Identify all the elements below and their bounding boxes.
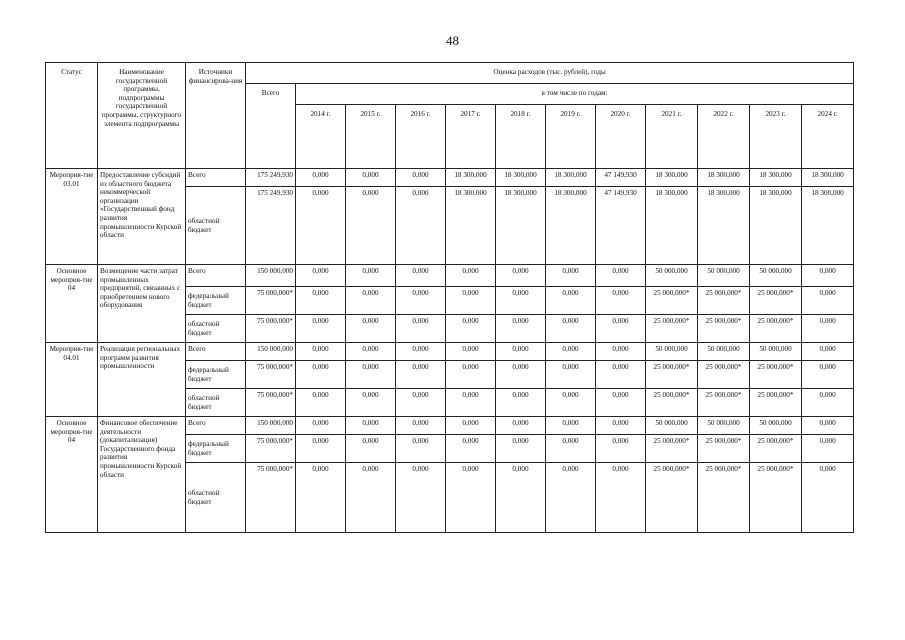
year-value-cell: 0,000: [446, 343, 496, 361]
header-year: 2014 г.: [296, 105, 346, 169]
page-number: 48: [446, 33, 459, 48]
year-value-cell: 0,000: [546, 463, 596, 533]
year-value-cell: 0,000: [396, 169, 446, 187]
status-cell: Мероприя-тие 04.01: [46, 343, 98, 417]
year-value-cell: 0,000: [446, 463, 496, 533]
year-value-cell: 0,000: [296, 389, 346, 417]
year-value-cell: 0,000: [802, 343, 854, 361]
header-sources: Источники финансирова-ния: [186, 63, 246, 169]
year-value-cell: 18 300,000: [698, 187, 750, 265]
year-value-cell: 0,000: [446, 265, 496, 287]
year-value-cell: 50 000,000: [646, 417, 698, 435]
source-cell: федеральный бюджет: [186, 287, 246, 315]
year-value-cell: 25 000,000*: [750, 435, 802, 463]
total-cell: 75 000,000*: [246, 361, 296, 389]
header-year: 2023 г.: [750, 105, 802, 169]
year-value-cell: 0,000: [296, 435, 346, 463]
header-year: 2019 г.: [546, 105, 596, 169]
header-total: Всего: [246, 84, 296, 169]
year-value-cell: 0,000: [346, 417, 396, 435]
year-value-cell: 0,000: [446, 417, 496, 435]
year-value-cell: 0,000: [596, 389, 646, 417]
year-value-cell: 25 000,000*: [698, 315, 750, 343]
year-value-cell: 18 300,000: [802, 187, 854, 265]
year-value-cell: 25 000,000*: [646, 389, 698, 417]
year-value-cell: 0,000: [396, 389, 446, 417]
total-cell: 175 249,930: [246, 169, 296, 187]
year-value-cell: 25 000,000*: [646, 361, 698, 389]
year-value-cell: 25 000,000*: [698, 435, 750, 463]
year-value-cell: 0,000: [396, 265, 446, 287]
source-cell: Всего: [186, 343, 246, 361]
year-value-cell: 0,000: [496, 265, 546, 287]
year-value-cell: 50 000,000: [646, 343, 698, 361]
header-year: 2020 г.: [596, 105, 646, 169]
name-cell: Финансовое обеспечение деятельности (докапитализация) Государственного фонда развития промышленности Курской области: [98, 417, 186, 533]
total-cell: 75 000,000*: [246, 435, 296, 463]
year-value-cell: 50 000,000: [646, 265, 698, 287]
year-value-cell: 0,000: [396, 435, 446, 463]
year-value-cell: 18 300,000: [496, 187, 546, 265]
header-estimate: Оценка расходов (тыс. рублей), годы: [246, 63, 854, 84]
header-year: 2021 г.: [646, 105, 698, 169]
year-value-cell: 0,000: [296, 315, 346, 343]
year-value-cell: 0,000: [596, 435, 646, 463]
year-value-cell: 50 000,000: [750, 343, 802, 361]
source-cell: областной бюджет: [186, 315, 246, 343]
name-cell: Реализация региональных программ развития промышленности: [98, 343, 186, 417]
year-value-cell: 0,000: [346, 343, 396, 361]
source-cell: областной бюджет: [186, 187, 246, 265]
year-value-cell: 0,000: [802, 417, 854, 435]
year-value-cell: 18 300,000: [546, 187, 596, 265]
year-value-cell: 0,000: [596, 463, 646, 533]
year-value-cell: 25 000,000*: [698, 361, 750, 389]
year-value-cell: 25 000,000*: [750, 389, 802, 417]
year-value-cell: 50 000,000: [750, 417, 802, 435]
year-value-cell: 0,000: [396, 287, 446, 315]
year-value-cell: 0,000: [446, 315, 496, 343]
table-row: [46, 169, 854, 187]
header-year: 2015 г.: [346, 105, 396, 169]
year-value-cell: 0,000: [802, 315, 854, 343]
header-year: 2017 г.: [446, 105, 496, 169]
source-cell: Всего: [186, 265, 246, 287]
year-value-cell: 0,000: [296, 463, 346, 533]
table-row: [46, 343, 854, 361]
year-value-cell: 0,000: [446, 287, 496, 315]
year-value-cell: 18 300,000: [750, 169, 802, 187]
source-cell: областной бюджет: [186, 389, 246, 417]
total-cell: 75 000,000*: [246, 287, 296, 315]
header-name: Наименование государственной программы, подпрограммы государственной программы, структурного элемента подпрограммы: [98, 63, 186, 169]
year-value-cell: 0,000: [596, 417, 646, 435]
year-value-cell: 0,000: [296, 187, 346, 265]
year-value-cell: 0,000: [296, 417, 346, 435]
year-value-cell: 25 000,000*: [698, 463, 750, 533]
year-value-cell: 0,000: [446, 435, 496, 463]
year-value-cell: 0,000: [296, 265, 346, 287]
year-value-cell: 50 000,000: [698, 343, 750, 361]
year-value-cell: 0,000: [802, 361, 854, 389]
year-value-cell: 0,000: [596, 315, 646, 343]
year-value-cell: 18 300,000: [496, 169, 546, 187]
source-cell: Всего: [186, 169, 246, 187]
year-value-cell: 0,000: [496, 315, 546, 343]
year-value-cell: 0,000: [346, 463, 396, 533]
year-value-cell: 47 149,930: [596, 169, 646, 187]
year-value-cell: 0,000: [396, 187, 446, 265]
name-cell: Возмещение части затрат промышленных предприятий, связанных с приобретением нового оборудования: [98, 265, 186, 343]
year-value-cell: 0,000: [496, 389, 546, 417]
status-cell: Основное мероприя-тие 04: [46, 417, 98, 533]
year-value-cell: 18 300,000: [546, 169, 596, 187]
year-value-cell: 0,000: [346, 169, 396, 187]
year-value-cell: 0,000: [546, 435, 596, 463]
year-value-cell: 0,000: [546, 343, 596, 361]
year-value-cell: 0,000: [396, 417, 446, 435]
year-value-cell: 0,000: [496, 463, 546, 533]
header-year: 2022 г.: [698, 105, 750, 169]
year-value-cell: 0,000: [802, 265, 854, 287]
year-value-cell: 0,000: [802, 435, 854, 463]
year-value-cell: 0,000: [496, 343, 546, 361]
year-value-cell: 18 300,000: [446, 187, 496, 265]
year-value-cell: 25 000,000*: [646, 315, 698, 343]
year-value-cell: 0,000: [546, 287, 596, 315]
year-value-cell: 18 300,000: [646, 187, 698, 265]
source-cell: Всего: [186, 417, 246, 435]
total-cell: 150 000,000: [246, 265, 296, 287]
year-value-cell: 25 000,000*: [750, 315, 802, 343]
year-value-cell: 0,000: [546, 265, 596, 287]
year-value-cell: 18 300,000: [802, 169, 854, 187]
year-value-cell: 0,000: [596, 287, 646, 315]
year-value-cell: 0,000: [546, 389, 596, 417]
year-value-cell: 18 300,000: [750, 187, 802, 265]
year-value-cell: 0,000: [396, 463, 446, 533]
total-cell: 175 249,930: [246, 187, 296, 265]
year-value-cell: 0,000: [296, 287, 346, 315]
year-value-cell: 0,000: [346, 435, 396, 463]
year-value-cell: 18 300,000: [446, 169, 496, 187]
year-value-cell: 0,000: [346, 265, 396, 287]
table-row: [46, 265, 854, 287]
status-cell: Основное мероприя-тие 04: [46, 265, 98, 343]
year-value-cell: 0,000: [346, 361, 396, 389]
header-year: 2018 г.: [496, 105, 546, 169]
year-value-cell: 0,000: [596, 361, 646, 389]
source-cell: областной бюджет: [186, 463, 246, 533]
table-row: [46, 417, 854, 435]
year-value-cell: 0,000: [496, 361, 546, 389]
year-value-cell: 50 000,000: [750, 265, 802, 287]
year-value-cell: 25 000,000*: [646, 435, 698, 463]
year-value-cell: 0,000: [802, 463, 854, 533]
year-value-cell: 25 000,000*: [750, 361, 802, 389]
year-value-cell: 0,000: [802, 389, 854, 417]
year-value-cell: 0,000: [296, 343, 346, 361]
year-value-cell: 0,000: [346, 287, 396, 315]
header-status: Статус: [46, 63, 98, 169]
expenditure-table: [45, 62, 854, 533]
total-cell: 150 000,000: [246, 417, 296, 435]
total-cell: 75 000,000*: [246, 389, 296, 417]
year-value-cell: 0,000: [296, 361, 346, 389]
year-value-cell: 0,000: [346, 389, 396, 417]
year-value-cell: 0,000: [346, 187, 396, 265]
year-value-cell: 25 000,000*: [646, 287, 698, 315]
header-year: 2024 г.: [802, 105, 854, 169]
year-value-cell: 0,000: [346, 315, 396, 343]
year-value-cell: 18 300,000: [698, 169, 750, 187]
year-value-cell: 0,000: [596, 343, 646, 361]
total-cell: 150 000,000: [246, 343, 296, 361]
year-value-cell: 25 000,000*: [646, 463, 698, 533]
year-value-cell: 0,000: [496, 435, 546, 463]
total-cell: 75 000,000*: [246, 315, 296, 343]
year-value-cell: 47 149,930: [596, 187, 646, 265]
year-value-cell: 18 300,000: [646, 169, 698, 187]
year-value-cell: 50 000,000: [698, 417, 750, 435]
source-cell: федеральный бюджет: [186, 361, 246, 389]
year-value-cell: 0,000: [446, 361, 496, 389]
header-year: 2016 г.: [396, 105, 446, 169]
year-value-cell: 0,000: [596, 265, 646, 287]
name-cell: Предоставление субсидий из областного бюджета некоммерческой организации «Государственный фонд развития промышленности Курской области: [98, 169, 186, 265]
year-value-cell: 25 000,000*: [750, 287, 802, 315]
year-value-cell: 0,000: [496, 287, 546, 315]
year-value-cell: 0,000: [446, 389, 496, 417]
header-by-year: в том числе по годам:: [296, 84, 854, 105]
status-cell: Мероприя-тие 03.01: [46, 169, 98, 265]
year-value-cell: 0,000: [802, 287, 854, 315]
year-value-cell: 0,000: [546, 315, 596, 343]
year-value-cell: 0,000: [546, 417, 596, 435]
year-value-cell: 25 000,000*: [750, 463, 802, 533]
total-cell: 75 000,000*: [246, 463, 296, 533]
year-value-cell: 0,000: [396, 315, 446, 343]
year-value-cell: 0,000: [396, 343, 446, 361]
year-value-cell: 0,000: [396, 361, 446, 389]
year-value-cell: 25 000,000*: [698, 287, 750, 315]
source-cell: федеральный бюджет: [186, 435, 246, 463]
year-value-cell: 0,000: [296, 169, 346, 187]
year-value-cell: 0,000: [546, 361, 596, 389]
year-value-cell: 25 000,000*: [698, 389, 750, 417]
year-value-cell: 50 000,000: [698, 265, 750, 287]
year-value-cell: 0,000: [496, 417, 546, 435]
